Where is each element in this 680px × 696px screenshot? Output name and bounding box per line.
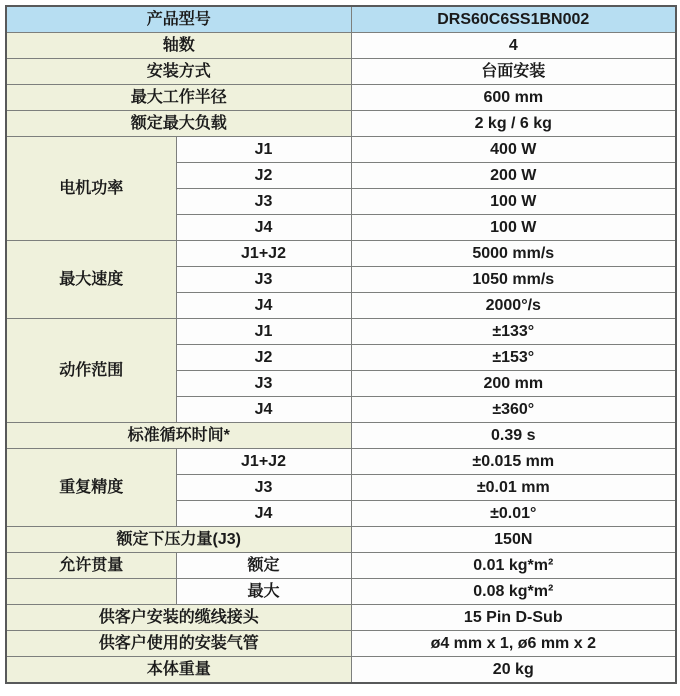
motor-power-joint: J3 [176, 189, 351, 215]
cable-connector-value: 15 Pin D-Sub [351, 605, 676, 631]
mounting-label: 安装方式 [6, 59, 351, 85]
row-body-weight [6, 657, 676, 684]
motion-range-joint: J1 [176, 319, 351, 345]
motion-range-label: 动作范围 [6, 319, 176, 423]
motion-range-value: 200 mm [351, 371, 676, 397]
row-air-tubes [6, 631, 676, 657]
motor-power-joint: J4 [176, 215, 351, 241]
repeatability-joint: J3 [176, 475, 351, 501]
motor-power-label: 电机功率 [6, 137, 176, 241]
row-repeatability-j1j2 [6, 449, 676, 475]
row-mounting [6, 59, 676, 85]
repeatability-joint: J1+J2 [176, 449, 351, 475]
max-speed-label: 最大速度 [6, 241, 176, 319]
allowable-inertia-kind: 最大 [176, 579, 351, 605]
row-rated-down-force [6, 527, 676, 553]
row-max-speed-j1j2 [6, 241, 676, 267]
row-cable-connector [6, 605, 676, 631]
max-radius-value: 600 mm [351, 85, 676, 111]
repeatability-value: ±0.01 mm [351, 475, 676, 501]
allowable-inertia-value: 0.01 kg*m² [351, 553, 676, 579]
row-allowable-inertia-max [6, 579, 676, 605]
motion-range-joint: J2 [176, 345, 351, 371]
rated-down-force-label: 额定下压力量(J3) [6, 527, 351, 553]
allowable-inertia-value: 0.08 kg*m² [351, 579, 676, 605]
motor-power-value: 100 W [351, 215, 676, 241]
row-product-model [6, 6, 676, 33]
cycle-time-value: 0.39 s [351, 423, 676, 449]
air-tubes-value: ø4 mm x 1, ø6 mm x 2 [351, 631, 676, 657]
cable-connector-label: 供客户安装的缆线接头 [6, 605, 351, 631]
row-motion-range-j1 [6, 319, 676, 345]
max-speed-joint: J4 [176, 293, 351, 319]
motion-range-value: ±360° [351, 397, 676, 423]
product-model-value: DRS60C6SS1BN002 [351, 6, 676, 33]
motion-range-joint: J3 [176, 371, 351, 397]
repeatability-label: 重复精度 [6, 449, 176, 527]
axes-label: 轴数 [6, 33, 351, 59]
air-tubes-label: 供客户使用的安装气管 [6, 631, 351, 657]
mounting-value: 台面安装 [351, 59, 676, 85]
row-cycle-time [6, 423, 676, 449]
row-axes [6, 33, 676, 59]
repeatability-value: ±0.015 mm [351, 449, 676, 475]
motor-power-value: 200 W [351, 163, 676, 189]
motor-power-joint: J2 [176, 163, 351, 189]
max-speed-joint: J1+J2 [176, 241, 351, 267]
rated-payload-value: 2 kg / 6 kg [351, 111, 676, 137]
motion-range-joint: J4 [176, 397, 351, 423]
motor-power-joint: J1 [176, 137, 351, 163]
max-speed-value: 1050 mm/s [351, 267, 676, 293]
repeatability-joint: J4 [176, 501, 351, 527]
allowable-inertia-label: 允许贯量 [6, 553, 176, 579]
motion-range-value: ±133° [351, 319, 676, 345]
row-rated-payload [6, 111, 676, 137]
motion-range-value: ±153° [351, 345, 676, 371]
body-weight-value: 20 kg [351, 657, 676, 684]
cycle-time-label: 标准循环时间* [6, 423, 351, 449]
body-weight-label: 本体重量 [6, 657, 351, 684]
product-model-label: 产品型号 [6, 6, 351, 33]
allowable-inertia-label-spacer [6, 579, 176, 605]
max-speed-value: 5000 mm/s [351, 241, 676, 267]
row-allowable-inertia-rated [6, 553, 676, 579]
repeatability-value: ±0.01° [351, 501, 676, 527]
rated-payload-label: 额定最大负载 [6, 111, 351, 137]
motor-power-value: 400 W [351, 137, 676, 163]
row-motor-power-j1 [6, 137, 676, 163]
max-radius-label: 最大工作半径 [6, 85, 351, 111]
row-max-radius [6, 85, 676, 111]
allowable-inertia-kind: 额定 [176, 553, 351, 579]
max-speed-joint: J3 [176, 267, 351, 293]
motor-power-value: 100 W [351, 189, 676, 215]
rated-down-force-value: 150N [351, 527, 676, 553]
max-speed-value: 2000°/s [351, 293, 676, 319]
axes-value: 4 [351, 33, 676, 59]
spec-table [5, 5, 677, 684]
